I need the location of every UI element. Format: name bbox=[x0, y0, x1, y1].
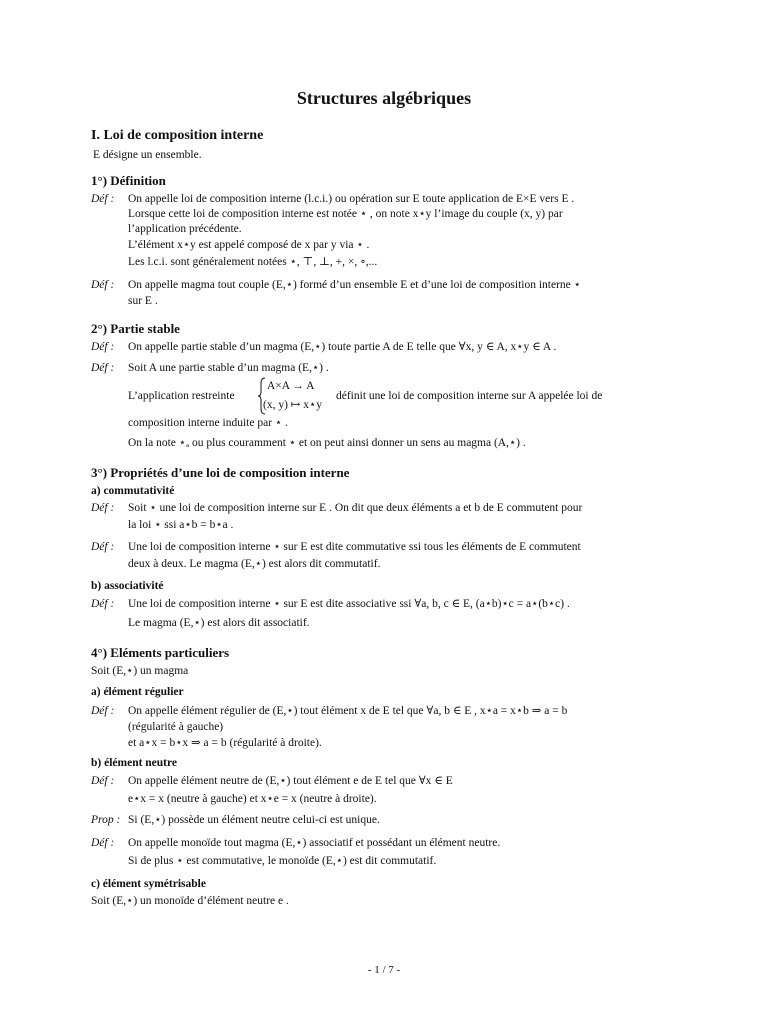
definition-text: On appelle monoïde tout magma (E,⋆) associatif et possédant un élément neutre. bbox=[128, 837, 501, 849]
restricted-map-formula bbox=[257, 377, 327, 415]
def-label: Déf : bbox=[91, 837, 115, 849]
def-label: Déf : bbox=[91, 279, 115, 291]
page-title: Structures algébriques bbox=[296, 88, 472, 108]
definition-text: et a⋆x = b⋆x ⇒ a = b (régularité à droite). bbox=[128, 737, 322, 749]
definition-text: composition interne induite par ⋆ . bbox=[128, 417, 288, 429]
prop-label: Prop : bbox=[91, 814, 121, 826]
proposition-text: Si (E,⋆) possède un élément neutre celui-ci est unique. bbox=[128, 814, 380, 826]
def-label: Déf : bbox=[91, 341, 115, 353]
definition-text: Si de plus ⋆ est commutative, le monoïde (E,⋆) est dit commutatif. bbox=[128, 855, 437, 867]
def-label: Déf : bbox=[91, 193, 115, 205]
formula-line: (x, y) ↦ x⋆y bbox=[263, 399, 322, 411]
def-label: Déf : bbox=[91, 775, 115, 787]
def-label: Déf : bbox=[91, 362, 115, 374]
definition-text: Une loi de composition interne ⋆ sur E est dite commutative ssi tous les éléments de E commutent bbox=[128, 541, 581, 553]
sub-heading-element-regulier: a) élément régulier bbox=[91, 686, 184, 698]
subsection-heading-proprietes: 3°) Propriétés d’une loi de composition interne bbox=[91, 465, 350, 480]
page-number: - 1 / 7 - bbox=[367, 964, 401, 976]
definition-text: la loi ⋆ ssi a⋆b = b⋆a . bbox=[128, 519, 234, 531]
definition-text: On appelle élément régulier de (E,⋆) tout élément x de E tel que ∀a, b ∈ E , x⋆a = x⋆b ⇒ a = b bbox=[128, 705, 568, 717]
subsection-heading-definition: 1°) Définition bbox=[91, 173, 166, 188]
definition-text: définit une loi de composition interne sur A appelée loi de bbox=[336, 390, 603, 402]
def-label: Déf : bbox=[91, 502, 115, 514]
sub-heading-element-neutre: b) élément neutre bbox=[91, 757, 178, 769]
definition-text: L’application restreinte bbox=[128, 390, 235, 402]
def-label: Déf : bbox=[91, 541, 115, 553]
section-heading-loi: I. Loi de composition interne bbox=[91, 128, 264, 143]
subsection-heading-elements: 4°) Eléments particuliers bbox=[91, 645, 230, 660]
definition-text: Le magma (E,⋆) est alors dit associatif. bbox=[128, 617, 310, 629]
formula-line: A×A → A bbox=[267, 380, 315, 392]
definition-text: Lorsque cette loi de composition interne est notée ⋆ , on note x⋆y l’image du couple (x, y) par bbox=[128, 208, 563, 220]
definition-text: deux à deux. Le magma (E,⋆) est alors dit commutatif. bbox=[128, 558, 381, 570]
definition-text: Soit ⋆ une loi de composition interne sur E . On dit que deux éléments a et b de E commutent pour bbox=[128, 502, 583, 514]
section-intro: E désigne un ensemble. bbox=[93, 149, 202, 161]
definition-text: Soit A une partie stable d’un magma (E,⋆) . bbox=[128, 362, 329, 374]
definition-text: On appelle loi de composition interne (l.c.i.) ou opération sur E toute application de E×E vers E . bbox=[128, 193, 575, 205]
definition-text: e⋆x = x (neutre à gauche) et x⋆e = x (neutre à droite). bbox=[128, 793, 377, 805]
definition-text: L’élément x⋆y est appelé composé de x par y via ⋆ . bbox=[128, 239, 370, 251]
definition-text: On la note ⋆ₐ ou plus couramment ⋆ et on peut ainsi donner un sens au magma (A,⋆) . bbox=[128, 437, 526, 449]
def-label: Déf : bbox=[91, 705, 115, 717]
definition-text: l’application précédente. bbox=[128, 223, 242, 235]
section-intro: Soit (E,⋆) un monoïde d’élément neutre e . bbox=[91, 895, 289, 907]
definition-text: On appelle magma tout couple (E,⋆) formé d’un ensemble E et d’une loi de composition interne ⋆ bbox=[128, 279, 581, 291]
definition-text: Les l.c.i. sont généralement notées ⋆, ⊤, ⊥, +, ×, ∘,... bbox=[128, 256, 378, 268]
sub-heading-commutativite: a) commutativité bbox=[91, 485, 175, 497]
definition-text: Une loi de composition interne ⋆ sur E est dite associative ssi ∀a, b, c ∈ E, (a⋆b)⋆c = a⋆(b⋆c) . bbox=[128, 598, 570, 610]
definition-text: sur E . bbox=[128, 295, 158, 307]
def-label: Déf : bbox=[91, 598, 115, 610]
section-intro: Soit (E,⋆) un magma bbox=[91, 665, 189, 677]
definition-text: (régularité à gauche) bbox=[128, 721, 224, 733]
sub-heading-associativite: b) associativité bbox=[91, 580, 164, 592]
subsection-heading-partie-stable: 2°) Partie stable bbox=[91, 321, 180, 336]
definition-text: On appelle partie stable d’un magma (E,⋆) toute partie A de E telle que ∀x, y ∈ A, x⋆y ∈ A . bbox=[128, 341, 557, 353]
sub-heading-element-symetrisable: c) élément symétrisable bbox=[91, 878, 206, 890]
definition-text: On appelle élément neutre de (E,⋆) tout élément e de E tel que ∀x ∈ E bbox=[128, 775, 453, 787]
